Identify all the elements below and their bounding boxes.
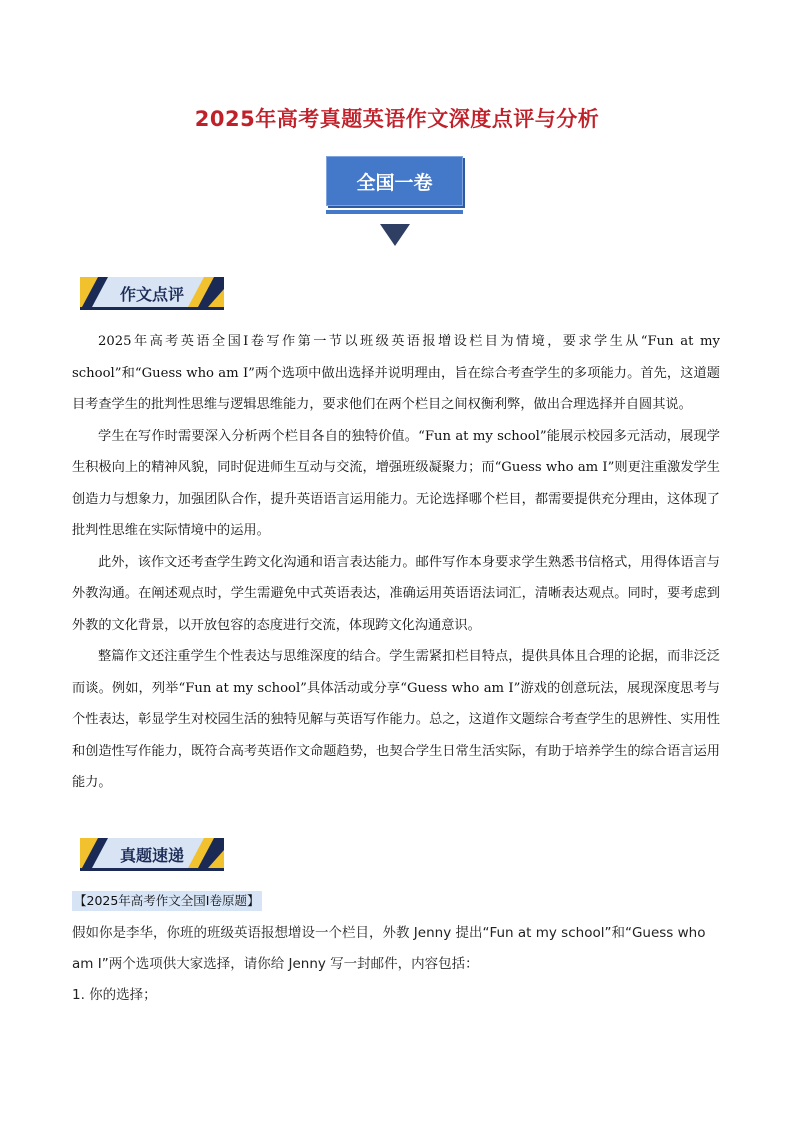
down-arrow-icon (380, 224, 410, 246)
badge-underline (326, 210, 463, 214)
section-banner-review (80, 277, 224, 313)
section-heading-review: 作文点评 (119, 284, 184, 304)
review-paragraph-4: 整篇作文还注重学生个性表达与思维深度的结合。学生需紧扣栏目特点，提供具体且合理的论据，而非泛泛而谈。例如，列举“Fun at my school”具体活动或分享“Guess who am I”游戏的创意玩法，展现深度思考与个性表达，彰显学生对校园生活的独特见解与英语写作能力。总之，这道作文题综合考查学生的思辨性、实用性和创造性写作能力，既符合高考英语作文命题趋势，也契合学生日常生活实际，有助于培养学生的综合语言运用能力。 (72, 649, 720, 790)
question-line-1: 假如你是李华，你班的班级英语报想增设一个栏目，外教 Jenny 提出“Fun at my school”和“Guess who am I”两个选项供大家选择，请你给 Jenny 写一封邮件，内容包括： (72, 925, 706, 972)
review-paragraph-1: 2025年高考英语全国Ⅰ卷写作第一节以班级英语报增设栏目为情境，要求学生从“Fun at my school”和“Guess who am I”两个选项中做出选择并说明理由，旨在综合考查学生的多项能力。首先，这道题目考查学生的批判性思维与逻辑思维能力，要求他们在两个栏目之间权衡利弊，做出合理选择并自圆其说。 (72, 334, 720, 412)
review-body (72, 326, 720, 799)
review-paragraph-3: 此外，该作文还考查学生跨文化沟通和语言表达能力。邮件写作本身要求学生熟悉书信格式，用得体语言与外教沟通。在阐述观点时，学生需避免中式英语表达，准确运用英语语法词汇，清晰表达观点。同时，要考虑到外教的文化背景，以开放包容的态度进行交流，体现跨文化沟通意识。 (72, 554, 720, 633)
section-heading-question: 真题速递 (119, 845, 184, 865)
review-paragraph-2: 学生在写作时需要深入分析两个栏目各自的独特价值。“Fun at my school”能展示校园多元活动，展现学生积极向上的精神风貌，同时促进师生互动与交流，增强班级凝聚力；而“Guess who am I”则更注重激发学生创造力与想象力，加强团队合作，提升英语语言运用能力。无论选择哪个栏目，都需要提供充分理由，这体现了批判性思维在实际情境中的运用。 (72, 428, 720, 538)
question-source-tag: 【2025年高考作文全国Ⅰ卷原题】 (72, 891, 262, 911)
paper-label-text: 全国一卷 (356, 171, 433, 194)
section-banner-question (80, 838, 224, 874)
question-body (72, 918, 722, 1011)
paper-label-badge (326, 156, 463, 206)
question-line-2: 1. 你的选择； (72, 987, 157, 1003)
page-title: 2025年高考真题英语作文深度点评与分析 (194, 107, 600, 131)
